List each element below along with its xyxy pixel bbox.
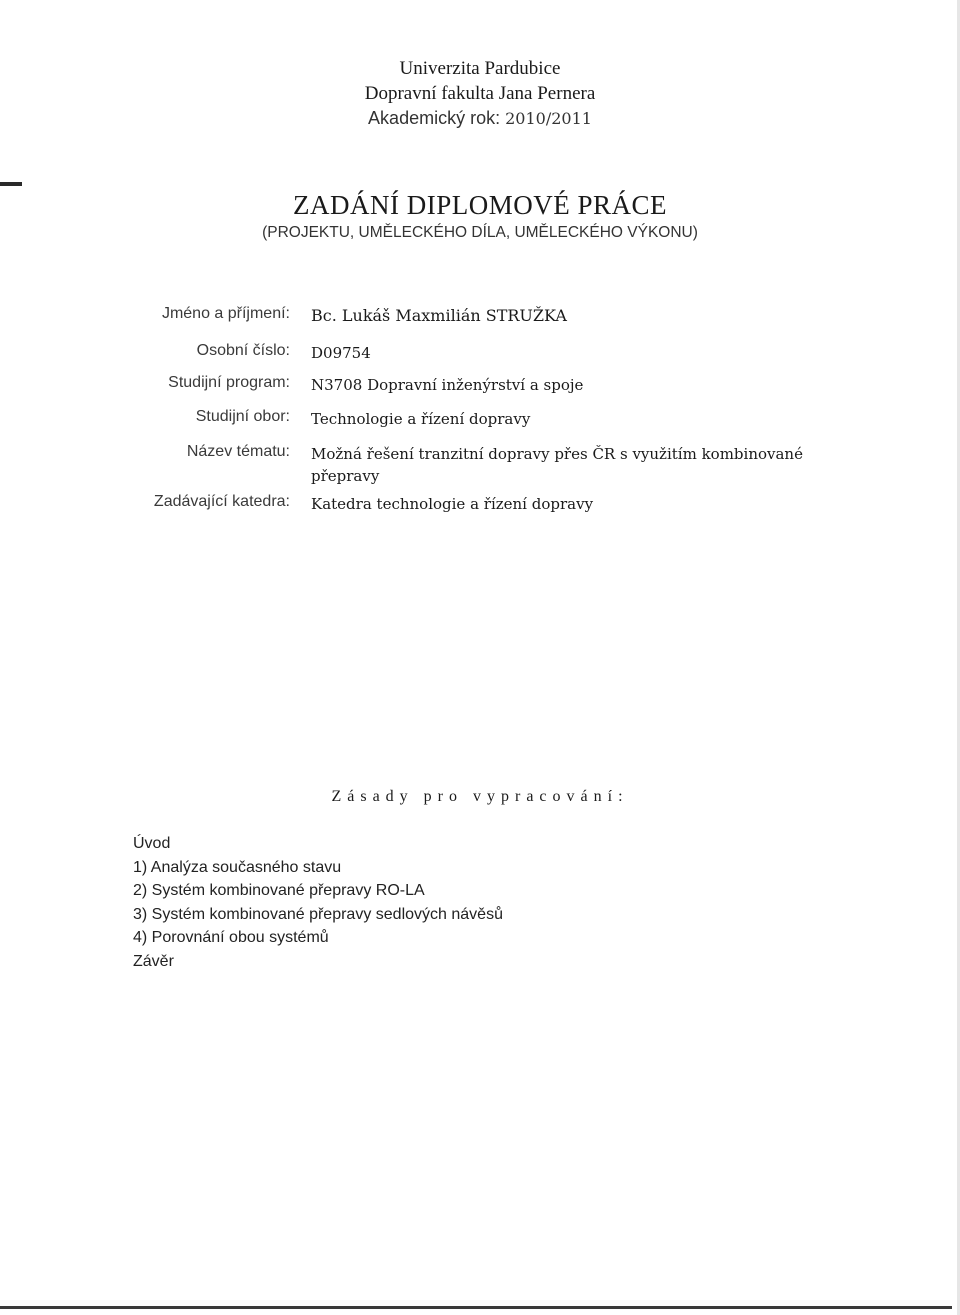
document-title [0,188,960,244]
academic-year [0,106,960,131]
field-value: Možná řešení tranzitní dopravy přes ČR s využitím kombinované přepravy [311,445,803,485]
field-value: Katedra technologie a řízení dopravy [311,495,594,513]
list-item: 1) Analýza současného stavu [133,858,342,876]
field-label: Studijní program: [168,374,290,391]
university-name: Univerzita Pardubice [399,58,561,79]
field-value: Bc. Lukáš Maxmilián STRUŽKA [311,306,567,325]
list-item: 2) Systém kombinované přepravy RO-LA [133,882,425,899]
scan-edge-mark [0,182,22,186]
page-subtitle: (PROJEKTU, UMĚLECKÉHO DÍLA, UMĚLECKÉHO VÝKONU) [262,224,698,241]
page-title: ZADÁNÍ DIPLOMOVÉ PRÁCE [293,190,667,220]
field-value: N3708 Dopravní inženýrství a spoje [311,376,584,394]
field-label: Jméno a příjmení: [161,305,290,322]
list-item: Závěr [133,952,174,970]
field-label: Studijní obor: [195,408,290,425]
list-item: 3) Systém kombinované přepravy sedlových návěsů [133,905,503,923]
scan-edge-line [0,1306,952,1309]
field-label: Název tématu: [186,443,290,460]
field-value: Technologie a řízení dopravy [311,410,531,428]
list-item: Úvod [133,835,171,852]
field-label: Osobní číslo: [196,342,290,359]
faculty-name: Dopravní fakulta Jana Pernera [364,83,596,104]
document-header [0,56,960,131]
list-item: 4) Porovnání obou systémů [133,929,329,946]
field-label: Zadávající katedra: [153,493,290,510]
field-value: D09754 [311,344,371,362]
academic-year-label: Akademický rok: [368,108,501,128]
academic-year-value: 2010/2011 [505,109,592,128]
principles-list [133,832,503,973]
principles-heading: Zásady pro vypracování: [331,788,629,805]
